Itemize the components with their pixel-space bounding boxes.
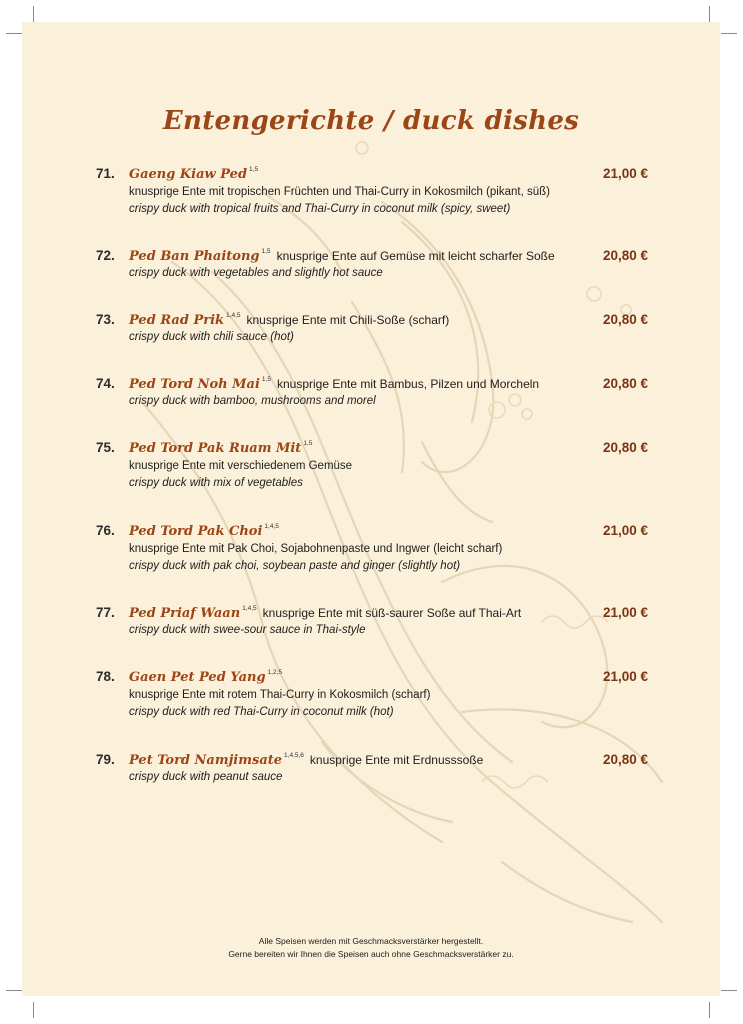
dish-name: Ped Priaf Waan — [129, 606, 241, 621]
item-price: 20,80 € — [602, 376, 648, 391]
crop-mark — [6, 990, 22, 991]
crop-mark — [6, 33, 22, 34]
description-en: crispy duck with swee-sour sauce in Thai-style — [129, 624, 366, 636]
dish-name: Ped Tord Pak Ruam Mit — [129, 441, 302, 456]
description-en: crispy duck with pak choi, soybean paste and ginger (slightly hot) — [129, 560, 461, 572]
dish-name: Gaen Pet Ped Yang — [129, 670, 266, 685]
item-heading — [129, 605, 521, 621]
crop-mark — [709, 1002, 710, 1018]
allergen-codes: 1,4,5 — [264, 523, 279, 530]
description-en: crispy duck with peanut sauce — [129, 771, 283, 783]
allergen-codes: 1,5 — [261, 376, 271, 383]
item-number: 71. — [96, 166, 115, 181]
item-heading — [129, 440, 312, 456]
description-de: knusprige Ente mit Chili-Soße (scharf) — [246, 313, 450, 327]
allergen-codes: 1,5 — [261, 248, 271, 255]
dish-name: Ped Ban Phaitong — [129, 249, 260, 264]
item-price: 21,00 € — [602, 166, 648, 181]
allergen-codes: 1,5 — [303, 440, 313, 447]
item-number: 72. — [96, 248, 115, 263]
dish-name: Ped Tord Pak Choi — [129, 524, 263, 539]
allergen-codes: 1,2,5 — [267, 669, 283, 676]
allergen-codes: 1,4,5,6 — [284, 752, 304, 759]
item-price: 20,80 € — [602, 752, 648, 767]
allergen-codes: 1,4,5 — [226, 312, 241, 319]
item-heading — [129, 248, 555, 264]
item-number: 76. — [96, 523, 115, 538]
item-number: 77. — [96, 605, 115, 620]
dish-name: Gaeng Kiaw Ped — [129, 167, 248, 182]
item-heading — [129, 523, 279, 539]
item-price: 20,80 € — [602, 440, 648, 455]
footer-note — [22, 935, 720, 961]
item-price: 20,80 € — [602, 312, 648, 327]
description-de: knusprige Ente mit tropischen Früchten und Thai-Curry in Kokosmilch (pikant, süß) — [129, 186, 550, 198]
description-en: crispy duck with mix of vegetables — [129, 477, 303, 489]
dish-name: Pet Tord Namjimsate — [129, 753, 283, 768]
description-en: crispy duck with vegetables and slightly hot sauce — [129, 267, 383, 279]
item-price: 20,80 € — [602, 248, 648, 263]
description-de: knusprige Ente mit süß-saurer Soße auf Thai-Art — [262, 606, 522, 620]
description-de: knusprige Ente mit rotem Thai-Curry in Kokosmilch (scharf) — [129, 689, 431, 701]
footer-line-2: Gerne bereiten wir Ihnen die Speisen auch ohne Geschmacksverstärker zu. — [228, 949, 514, 959]
description-de: knusprige Ente mit Bambus, Pilzen und Morcheln — [276, 377, 540, 391]
item-heading — [129, 312, 449, 328]
description-de: knusprige Ente mit Erdnusssoße — [309, 753, 484, 767]
item-price: 21,00 € — [602, 669, 648, 684]
item-price: 21,00 € — [602, 523, 648, 538]
menu-page — [22, 22, 720, 996]
dish-name: Ped Rad Prik — [129, 313, 225, 328]
description-de: knusprige Ente auf Gemüse mit leicht scharfer Soße — [276, 249, 555, 263]
item-price: 21,00 € — [602, 605, 648, 620]
item-heading — [129, 752, 483, 768]
crop-mark — [721, 990, 737, 991]
item-number: 79. — [96, 752, 115, 767]
item-heading — [129, 376, 539, 392]
description-en: crispy duck with bamboo, mushrooms and morel — [129, 395, 376, 407]
crop-mark — [33, 6, 34, 22]
description-de: knusprige Ente mit Pak Choi, Sojabohnenpaste und Ingwer (leicht scharf) — [129, 543, 503, 555]
item-number: 73. — [96, 312, 115, 327]
dish-name: Ped Tord Noh Mai — [129, 377, 260, 392]
crop-mark — [721, 33, 737, 34]
item-heading — [129, 166, 258, 182]
description-en: crispy duck with red Thai-Curry in coconut milk (hot) — [129, 706, 394, 718]
footer-line-1: Alle Speisen werden mit Geschmacksverstärker hergestellt. — [258, 936, 484, 946]
crop-mark — [33, 1002, 34, 1018]
item-heading — [129, 669, 282, 685]
description-de: knusprige Ente mit verschiedenem Gemüse — [129, 460, 353, 472]
description-en: crispy duck with tropical fruits and Thai-Curry in coconut milk (spicy, sweet) — [129, 203, 511, 215]
crop-mark — [709, 6, 710, 22]
item-number: 74. — [96, 376, 115, 391]
allergen-codes: 1,5 — [249, 166, 259, 173]
page-title: Entengerichte / duck dishes — [162, 106, 580, 136]
item-number: 78. — [96, 669, 115, 684]
item-number: 75. — [96, 440, 115, 455]
allergen-codes: 1,4,5 — [242, 605, 257, 612]
description-en: crispy duck with chili sauce (hot) — [129, 331, 294, 343]
